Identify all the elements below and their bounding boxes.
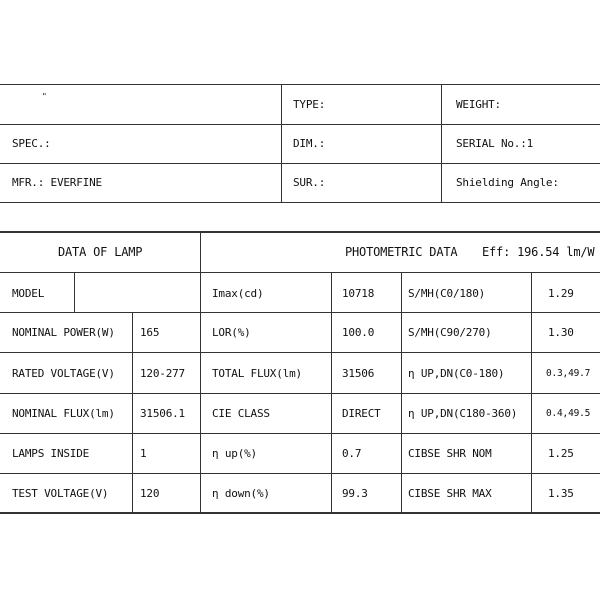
main-col-divider-model — [74, 272, 75, 312]
type-label: TYPE: — [293, 98, 326, 111]
photo-value-eta-up: 0.7 — [342, 447, 362, 460]
main-row-divider-3 — [0, 352, 600, 353]
photo-label-imax: Imax(cd) — [212, 287, 264, 300]
main-col-divider-photo-value — [331, 272, 332, 513]
header-col-divider-2 — [441, 84, 442, 202]
efficiency-value: Eff: 196.54 lm/W — [482, 245, 595, 259]
lamp-label-test-voltage: TEST VOLTAGE(V) — [12, 487, 109, 500]
corner-mark: " — [42, 92, 47, 101]
lamp-label-nominal-power: NOMINAL POWER(W) — [12, 326, 115, 339]
serial-label: SERIAL No.:1 — [456, 137, 534, 150]
header-row-divider-2 — [0, 163, 600, 164]
lamp-label-rated-voltage: RATED VOLTAGE(V) — [12, 367, 115, 380]
photo-label-eta-up: η up(%) — [212, 447, 257, 460]
photo-label-eta-down: η down(%) — [212, 487, 270, 500]
photo-label-smh-c0-180: S/MH(C0/180) — [408, 287, 486, 300]
photo-label-total-flux: TOTAL FLUX(lm) — [212, 367, 302, 380]
photo-value-cibse-shr-nom: 1.25 — [548, 447, 574, 460]
header-bottom-border — [0, 202, 600, 203]
main-row-divider-5 — [0, 433, 600, 434]
lamp-label-nominal-flux: NOMINAL FLUX(lm) — [12, 407, 115, 420]
photo-label-smh-c90-270: S/MH(C90/270) — [408, 326, 492, 339]
photo-label-cie-class: CIE CLASS — [212, 407, 270, 420]
photo-value-cie-class: DIRECT — [342, 407, 381, 420]
sur-label: SUR.: — [293, 176, 326, 189]
photo-value-eta-down: 99.3 — [342, 487, 368, 500]
lamp-value-lamps-inside: 1 — [140, 447, 147, 460]
dim-label: DIM.: — [293, 137, 326, 150]
photo-value-smh-c90-270: 1.30 — [548, 326, 574, 339]
main-row-divider-1 — [0, 272, 600, 273]
photo-value-eta-up-dn-c180-360: 0.4,49.5 — [546, 408, 591, 419]
main-row-divider-6 — [0, 473, 600, 474]
photo-value-total-flux: 31506 — [342, 367, 375, 380]
photo-value-eta-up-dn-c0-180: 0.3,49.7 — [546, 368, 591, 379]
photo-label-lor: LOR(%) — [212, 326, 251, 339]
photo-value-smh-c0-180: 1.29 — [548, 287, 574, 300]
lamp-value-nominal-power: 165 — [140, 326, 160, 339]
lamp-value-test-voltage: 120 — [140, 487, 160, 500]
lamp-value-nominal-flux: 31506.1 — [140, 407, 185, 420]
lamp-label-lamps-inside: LAMPS INSIDE — [12, 447, 90, 460]
main-bottom-border — [0, 512, 600, 514]
photo-value-imax: 10718 — [342, 287, 375, 300]
header-col-divider-1 — [281, 84, 282, 202]
shielding-angle-label: Shielding Angle: — [456, 176, 559, 189]
lamp-data-title: DATA OF LAMP — [58, 245, 143, 259]
photo-label-eta-up-dn-c0-180: η UP,DN(C0-180) — [408, 367, 505, 380]
main-row-divider-4 — [0, 393, 600, 394]
photo-label-eta-up-dn-c180-360: η UP,DN(C180-360) — [408, 407, 518, 420]
main-col-divider-photo-value2 — [531, 272, 532, 513]
header-row-divider-1 — [0, 124, 600, 125]
mfr-label: MFR.: EVERFINE — [12, 176, 102, 189]
photo-label-cibse-shr-nom: CIBSE SHR NOM — [408, 447, 492, 460]
photo-value-cibse-shr-max: 1.35 — [548, 487, 574, 500]
photo-value-lor: 100.0 — [342, 326, 375, 339]
lamp-label-model: MODEL — [12, 287, 45, 300]
lamp-value-rated-voltage: 120-277 — [140, 367, 185, 380]
spec-label: SPEC.: — [12, 137, 51, 150]
main-row-divider-2 — [0, 312, 600, 313]
main-col-divider-lamp-value — [132, 312, 133, 513]
photo-label-cibse-shr-max: CIBSE SHR MAX — [408, 487, 492, 500]
main-top-border — [0, 231, 600, 233]
weight-label: WEIGHT: — [456, 98, 501, 111]
header-top-border — [0, 84, 600, 85]
photometric-data-title: PHOTOMETRIC DATA — [345, 245, 458, 259]
main-col-divider-section — [200, 231, 201, 513]
main-col-divider-photo-label2 — [401, 272, 402, 513]
